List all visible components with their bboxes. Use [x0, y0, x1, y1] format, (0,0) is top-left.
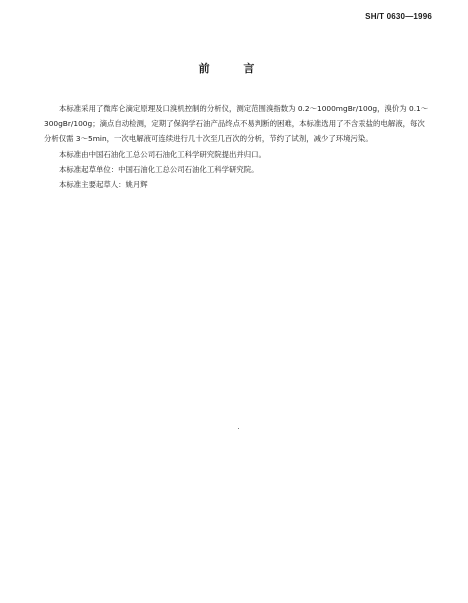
paragraph-drafters: 本标准主要起草人：姚月辉: [59, 180, 148, 190]
standard-code: SH/T 0630—1996: [365, 12, 432, 21]
foreword-body: [44, 101, 432, 192]
paragraph-method-description: 本标准采用了微库仑滴定原理及口溴机控制的分析仪，测定范围溴指数为 0.2～1000mgBr/100g，溴价为 0.1～300gBr/100g；滴点自动检测，定期了保润学石油产品终点不易判断的困难，本标准选用了不含汞盐的电解液，每次分析仅需 3～5min，一次电解液可连续进行几十次至几百次的分析，节约了试剂，减少了环境污染。: [44, 104, 429, 144]
paragraph-drafting-unit: 本标准起草单位：中国石油化工总公司石油化工科学研究院。: [59, 164, 259, 174]
page-title: 前 言: [198, 62, 270, 75]
paragraph-proposer: 本标准由中国石油化工总公司石油化工科学研究院提出并归口。: [59, 149, 266, 159]
scan-speck: [238, 428, 239, 429]
